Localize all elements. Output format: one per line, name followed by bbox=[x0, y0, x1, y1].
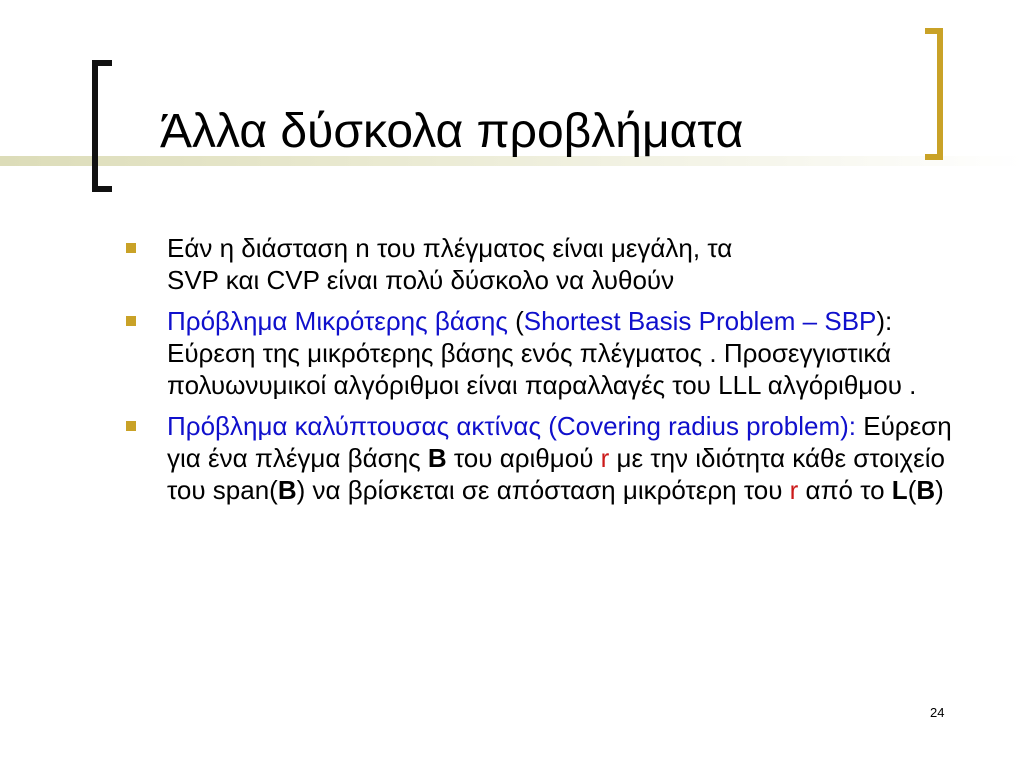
left-bracket-decoration bbox=[92, 60, 112, 192]
lattice-L: L bbox=[891, 475, 908, 505]
bullet-3-open-paren: ( bbox=[907, 475, 917, 505]
bullet-2-paren-open: ( bbox=[507, 306, 524, 336]
radius-r-2: r bbox=[789, 475, 799, 505]
square-bullet-icon bbox=[126, 316, 136, 326]
bullet-3-close-paren-2: ) bbox=[935, 475, 944, 505]
bullet-3-text-4: να βρίσκεται σε απόσταση μικρότερη του bbox=[305, 475, 790, 505]
bullet-2-term: Πρόβλημα Μικρότερης βάσης bbox=[167, 306, 508, 336]
bullet-3-text-3: με την ιδιότητα κάθε στοιχείο του span( bbox=[167, 443, 945, 505]
square-bullet-icon bbox=[126, 243, 136, 253]
bullet-3-text-1: Εύρεση για ένα πλέγμα βάσης bbox=[167, 411, 952, 473]
bullet-item-2 bbox=[122, 305, 952, 401]
right-bracket-decoration bbox=[925, 28, 943, 160]
bullet-list bbox=[122, 232, 952, 515]
basis-B-1: B bbox=[427, 443, 447, 473]
basis-B-2: B bbox=[277, 475, 297, 505]
bullet-item-1 bbox=[122, 232, 952, 296]
radius-r-1: r bbox=[600, 443, 610, 473]
page-number: 24 bbox=[930, 705, 945, 720]
bullet-1-line-2: SVP και CVP είναι πολύ δύσκολο να λυθούν bbox=[167, 265, 675, 295]
bullet-item-3 bbox=[122, 410, 952, 506]
bullet-2-term-english: Shortest Basis Problem – SBP bbox=[523, 306, 877, 336]
bullet-1-line-1: Εάν η διάσταση n του πλέγματος είναι μεγάλη, τα bbox=[167, 233, 733, 263]
bullet-3-text-2: του αριθμού bbox=[446, 443, 601, 473]
basis-B-3: B bbox=[916, 475, 936, 505]
bullet-3-close-paren-1: ) bbox=[296, 475, 306, 505]
bullet-2-paren-close: ): bbox=[876, 306, 893, 336]
square-bullet-icon bbox=[126, 421, 136, 431]
bullet-2-text: Εύρεση της μικρότερης βάσης ενός πλέγματος . Προσεγγιστικά πολυωνυμικοί αλγόριθμοι είναι παραλλαγές του LLL αλγόριθμου . bbox=[167, 338, 917, 400]
bullet-3-term: Πρόβλημα καλύπτουσας ακτίνας (Covering radius problem): bbox=[167, 411, 856, 441]
bullet-3-text-5: από το bbox=[798, 475, 892, 505]
slide-title: Άλλα δύσκολα προβλήματα bbox=[160, 105, 744, 158]
